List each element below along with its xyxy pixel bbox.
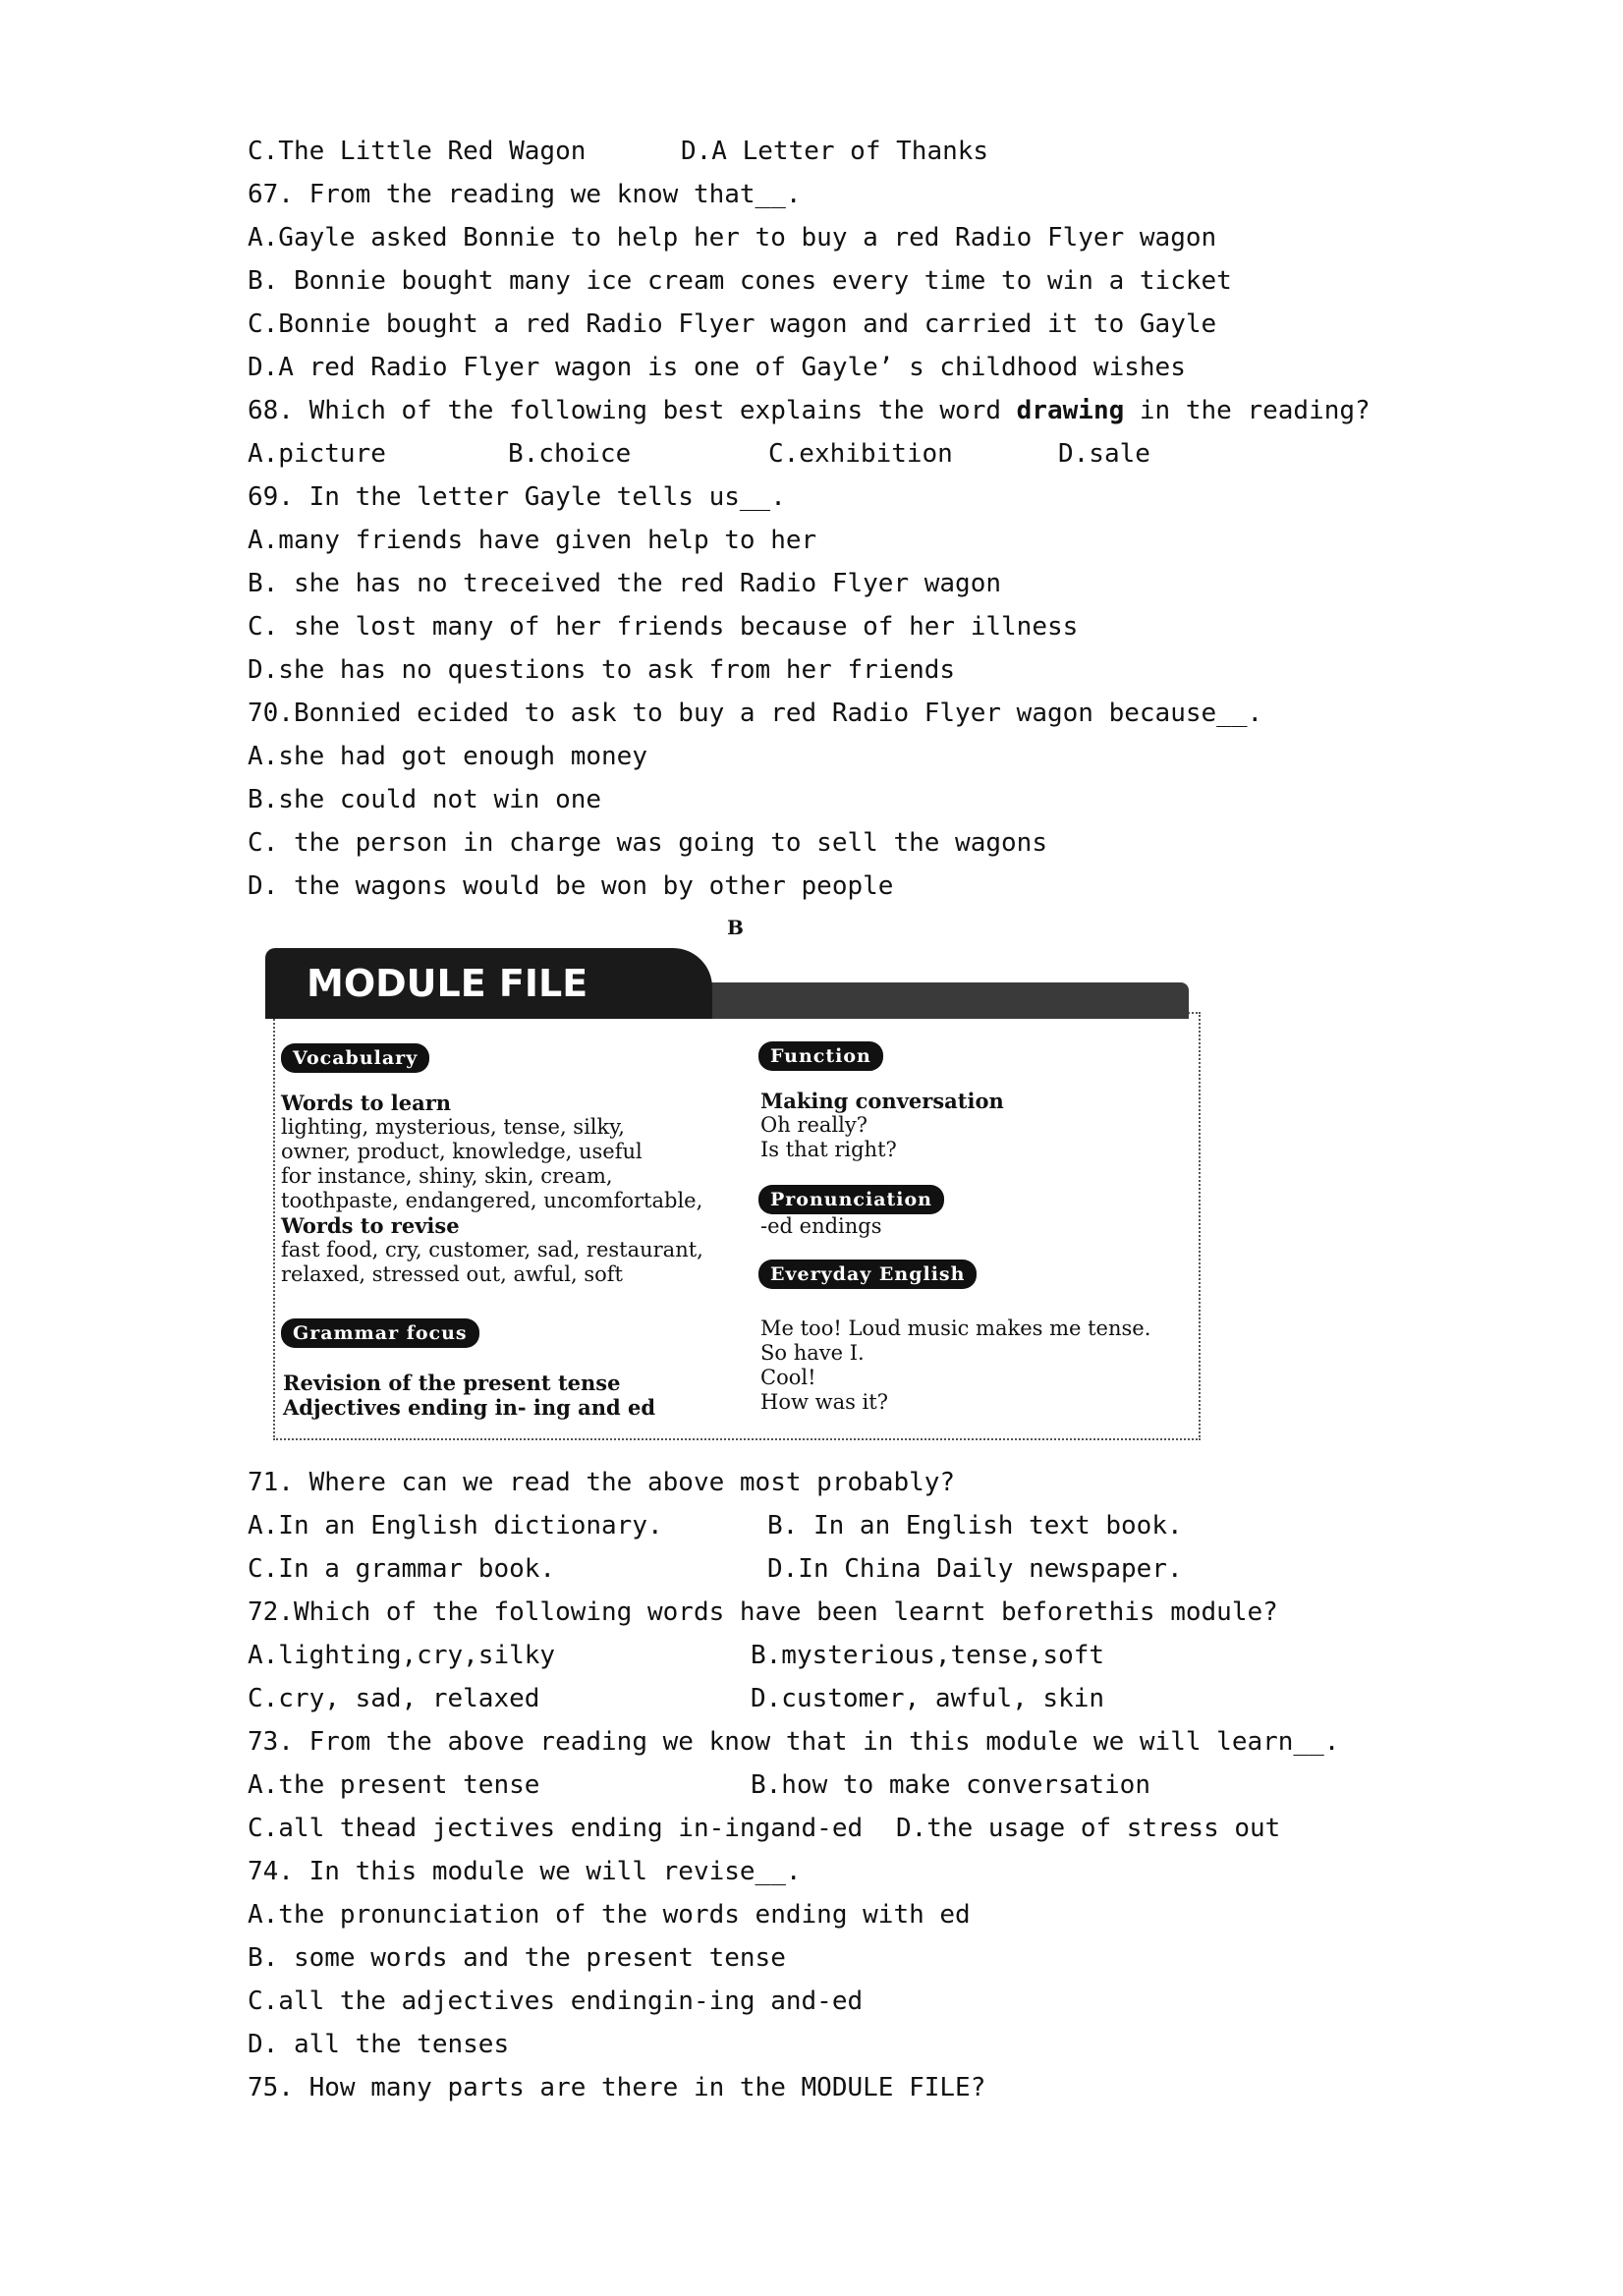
option-69-d: D.she has no questions to ask from her friends bbox=[248, 655, 956, 685]
option-73-a: A.the present tense bbox=[248, 1770, 540, 1800]
option-68-c: C.exhibition bbox=[768, 439, 953, 469]
words-to-revise-heading: Words to revise bbox=[281, 1213, 460, 1238]
option-74-b: B. some words and the present tense bbox=[248, 1943, 786, 1973]
section-label: B bbox=[727, 916, 744, 939]
function-heading: Function bbox=[758, 1041, 883, 1071]
grammar-line: Adjectives ending in- ing and ed bbox=[283, 1395, 656, 1420]
option-66-d: D.A Letter of Thanks bbox=[681, 137, 989, 166]
everyday-line: So have I. bbox=[760, 1341, 865, 1365]
option-69-a: A.many friends have given help to her bbox=[248, 526, 817, 555]
option-71-a: A.In an English dictionary. bbox=[248, 1511, 663, 1540]
question-69: 69. In the letter Gayle tells us__. bbox=[248, 482, 786, 512]
grammar-focus-heading: Grammar focus bbox=[281, 1318, 479, 1348]
option-66-c: C.The Little Red Wagon bbox=[248, 137, 587, 166]
words-to-learn-line: lighting, mysterious, tense, silky, bbox=[281, 1115, 625, 1139]
everyday-line: Cool! bbox=[760, 1366, 816, 1389]
option-73-c: C.all thead jectives ending in-ingand-ed bbox=[248, 1814, 864, 1843]
question-71: 71. Where can we read the above most probably? bbox=[248, 1468, 956, 1497]
module-file-header bbox=[265, 948, 712, 1019]
pronunciation-line: -ed endings bbox=[760, 1214, 882, 1238]
option-72-d: D.customer, awful, skin bbox=[751, 1684, 1105, 1713]
option-74-a: A.the pronunciation of the words ending with ed bbox=[248, 1900, 971, 1930]
question-68-text-before: 68. Which of the following best explains the word bbox=[248, 396, 1017, 425]
question-70: 70.Bonnied ecided to ask to buy a red Radio Flyer wagon because__. bbox=[248, 699, 1263, 728]
option-70-a: A.she had got enough money bbox=[248, 742, 647, 771]
question-72: 72.Which of the following words have been learnt beforethis module? bbox=[248, 1597, 1278, 1627]
question-68-text-after: in the reading? bbox=[1124, 396, 1371, 425]
option-74-d: D. all the tenses bbox=[248, 2030, 510, 2059]
words-to-learn-line: owner, product, knowledge, useful bbox=[281, 1140, 643, 1163]
option-68-a: A.picture bbox=[248, 439, 386, 469]
pronunciation-heading: Pronunciation bbox=[758, 1185, 944, 1214]
making-conversation-heading: Making conversation bbox=[760, 1089, 1004, 1113]
question-74: 74. In this module we will revise__. bbox=[248, 1857, 802, 1886]
question-68 bbox=[248, 396, 1371, 425]
option-67-d: D.A red Radio Flyer wagon is one of Gayle’ s childhood wishes bbox=[248, 353, 1186, 382]
question-67: 67. From the reading we know that__. bbox=[248, 180, 802, 209]
option-71-c: C.In a grammar book. bbox=[248, 1554, 556, 1584]
option-73-b: B.how to make conversation bbox=[751, 1770, 1150, 1800]
words-to-revise-line: relaxed, stressed out, awful, soft bbox=[281, 1262, 623, 1286]
option-68-d: D.sale bbox=[1058, 439, 1150, 469]
question-68-keyword: drawing bbox=[1016, 396, 1125, 425]
question-73: 73. From the above reading we know that in this module we will learn__. bbox=[248, 1727, 1340, 1757]
option-70-c: C. the person in charge was going to sell the wagons bbox=[248, 828, 1047, 858]
option-67-b: B. Bonnie bought many ice cream cones every time to win a ticket bbox=[248, 266, 1232, 296]
option-74-c: C.all the adjectives endingin-ing and-ed bbox=[248, 1987, 864, 2016]
option-70-b: B.she could not win one bbox=[248, 785, 602, 814]
module-file-title: MODULE FILE bbox=[307, 962, 588, 1005]
words-to-learn-heading: Words to learn bbox=[281, 1091, 452, 1115]
option-71-d: D.In China Daily newspaper. bbox=[767, 1554, 1183, 1584]
everyday-english-heading: Everyday English bbox=[758, 1260, 977, 1289]
module-file-figure bbox=[265, 916, 1203, 1444]
option-72-b: B.mysterious,tense,soft bbox=[751, 1641, 1105, 1670]
option-70-d: D. the wagons would be won by other people bbox=[248, 871, 894, 901]
words-to-learn-line: toothpaste, endangered, uncomfortable, bbox=[281, 1189, 703, 1212]
words-to-revise-line: fast food, cry, customer, sad, restaurant, bbox=[281, 1238, 703, 1261]
option-68-b: B.choice bbox=[508, 439, 632, 469]
words-to-learn-line: for instance, shiny, skin, cream, bbox=[281, 1164, 613, 1188]
everyday-line: How was it? bbox=[760, 1390, 888, 1414]
header-bar bbox=[698, 982, 1189, 1019]
option-72-a: A.lighting,cry,silky bbox=[248, 1641, 556, 1670]
vocabulary-heading: Vocabulary bbox=[281, 1043, 429, 1073]
grammar-line: Revision of the present tense bbox=[283, 1371, 621, 1395]
option-72-c: C.cry, sad, relaxed bbox=[248, 1684, 540, 1713]
option-69-c: C. she lost many of her friends because of her illness bbox=[248, 612, 1079, 642]
option-73-d: D.the usage of stress out bbox=[896, 1814, 1281, 1843]
option-67-c: C.Bonnie bought a red Radio Flyer wagon and carried it to Gayle bbox=[248, 309, 1217, 339]
option-67-a: A.Gayle asked Bonnie to help her to buy a red Radio Flyer wagon bbox=[248, 223, 1217, 252]
function-line: Is that right? bbox=[760, 1138, 897, 1161]
function-line: Oh really? bbox=[760, 1113, 867, 1137]
option-69-b: B. she has no treceived the red Radio Flyer wagon bbox=[248, 569, 1002, 598]
option-71-b: B. In an English text book. bbox=[767, 1511, 1183, 1540]
everyday-line: Me too! Loud music makes me tense. bbox=[760, 1316, 1151, 1340]
question-75: 75. How many parts are there in the MODULE FILE? bbox=[248, 2073, 986, 2102]
